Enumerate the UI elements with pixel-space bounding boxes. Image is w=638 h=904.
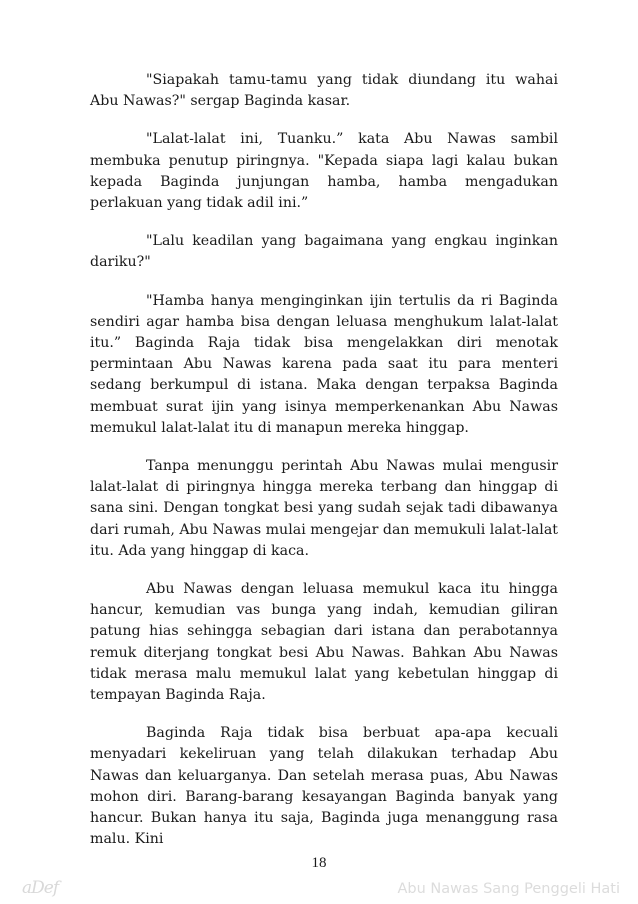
paragraph: Abu Nawas dengan leluasa memukul kaca itu hingga hancur, kemudian vas bunga yang indah, kemudian giliran patung hias sehingga sebagian dari istana dan perabotannya remuk diterjang tongkat besi Abu Nawas. Bahkan Abu Nawas tidak merasa malu memukul lalat yang kebetulan hinggap di tempayan Baginda Raja. bbox=[90, 581, 558, 704]
footer-book-title: Abu Nawas Sang Penggeli Hati bbox=[397, 881, 620, 897]
paragraph: "Hamba hanya menginginkan ijin tertulis da ri Baginda sendiri agar hamba bisa dengan leluasa menghukum lalat-lalat itu.” Baginda Raja tidak bisa mengelakkan diri menotak permintaan Abu Nawas karena pada saat itu para menteri sedang berkumpul di istana. Maka dengan terpaksa Baginda membuat surat ijin yang isinya memperkenankan Abu Nawas memukul lalat-lalat itu di manapun mereka hinggap. bbox=[90, 292, 558, 436]
page-number: 18 bbox=[311, 855, 327, 871]
paragraph: "Lalat-lalat ini, Tuanku.” kata Abu Nawas sambil membuka penutup piringnya. "Kepada siapa lagi kalau bukan kepada Baginda junjungan hamba, hamba mengadukan perlakuan yang tidak adil ini.” bbox=[90, 131, 558, 212]
paragraph: "Lalu keadilan yang bagaimana yang engkau inginkan dariku?" bbox=[90, 233, 558, 271]
paragraph: "Siapakah tamu-tamu yang tidak diundang itu wahai Abu Nawas?" sergap Baginda kasar. bbox=[90, 72, 558, 110]
footer-logo: aDef bbox=[22, 878, 59, 898]
paragraph: Baginda Raja tidak bisa berbuat apa-apa kecuali menyadari kekeliruan yang telah dilakukan terhadap Abu Nawas dan keluarganya. Dan setelah merasa puas, Abu Nawas mohon diri. Barang-barang kesayangan Baginda banyak yang hancur. Bukan hanya itu saja, Baginda juga menanggung rasa malu. Kini bbox=[90, 725, 558, 848]
paragraph: Tanpa menunggu perintah Abu Nawas mulai mengusir lalat-lalat di piringnya hingga mereka terbang dan hinggap di sana sini. Dengan tongkat besi yang sudah sejak tadi dibawanya dari rumah, Abu Nawas mulai mengejar dan memukuli lalat-lalat itu. Ada yang hinggap di kaca. bbox=[90, 458, 558, 559]
page-body bbox=[90, 70, 558, 868]
